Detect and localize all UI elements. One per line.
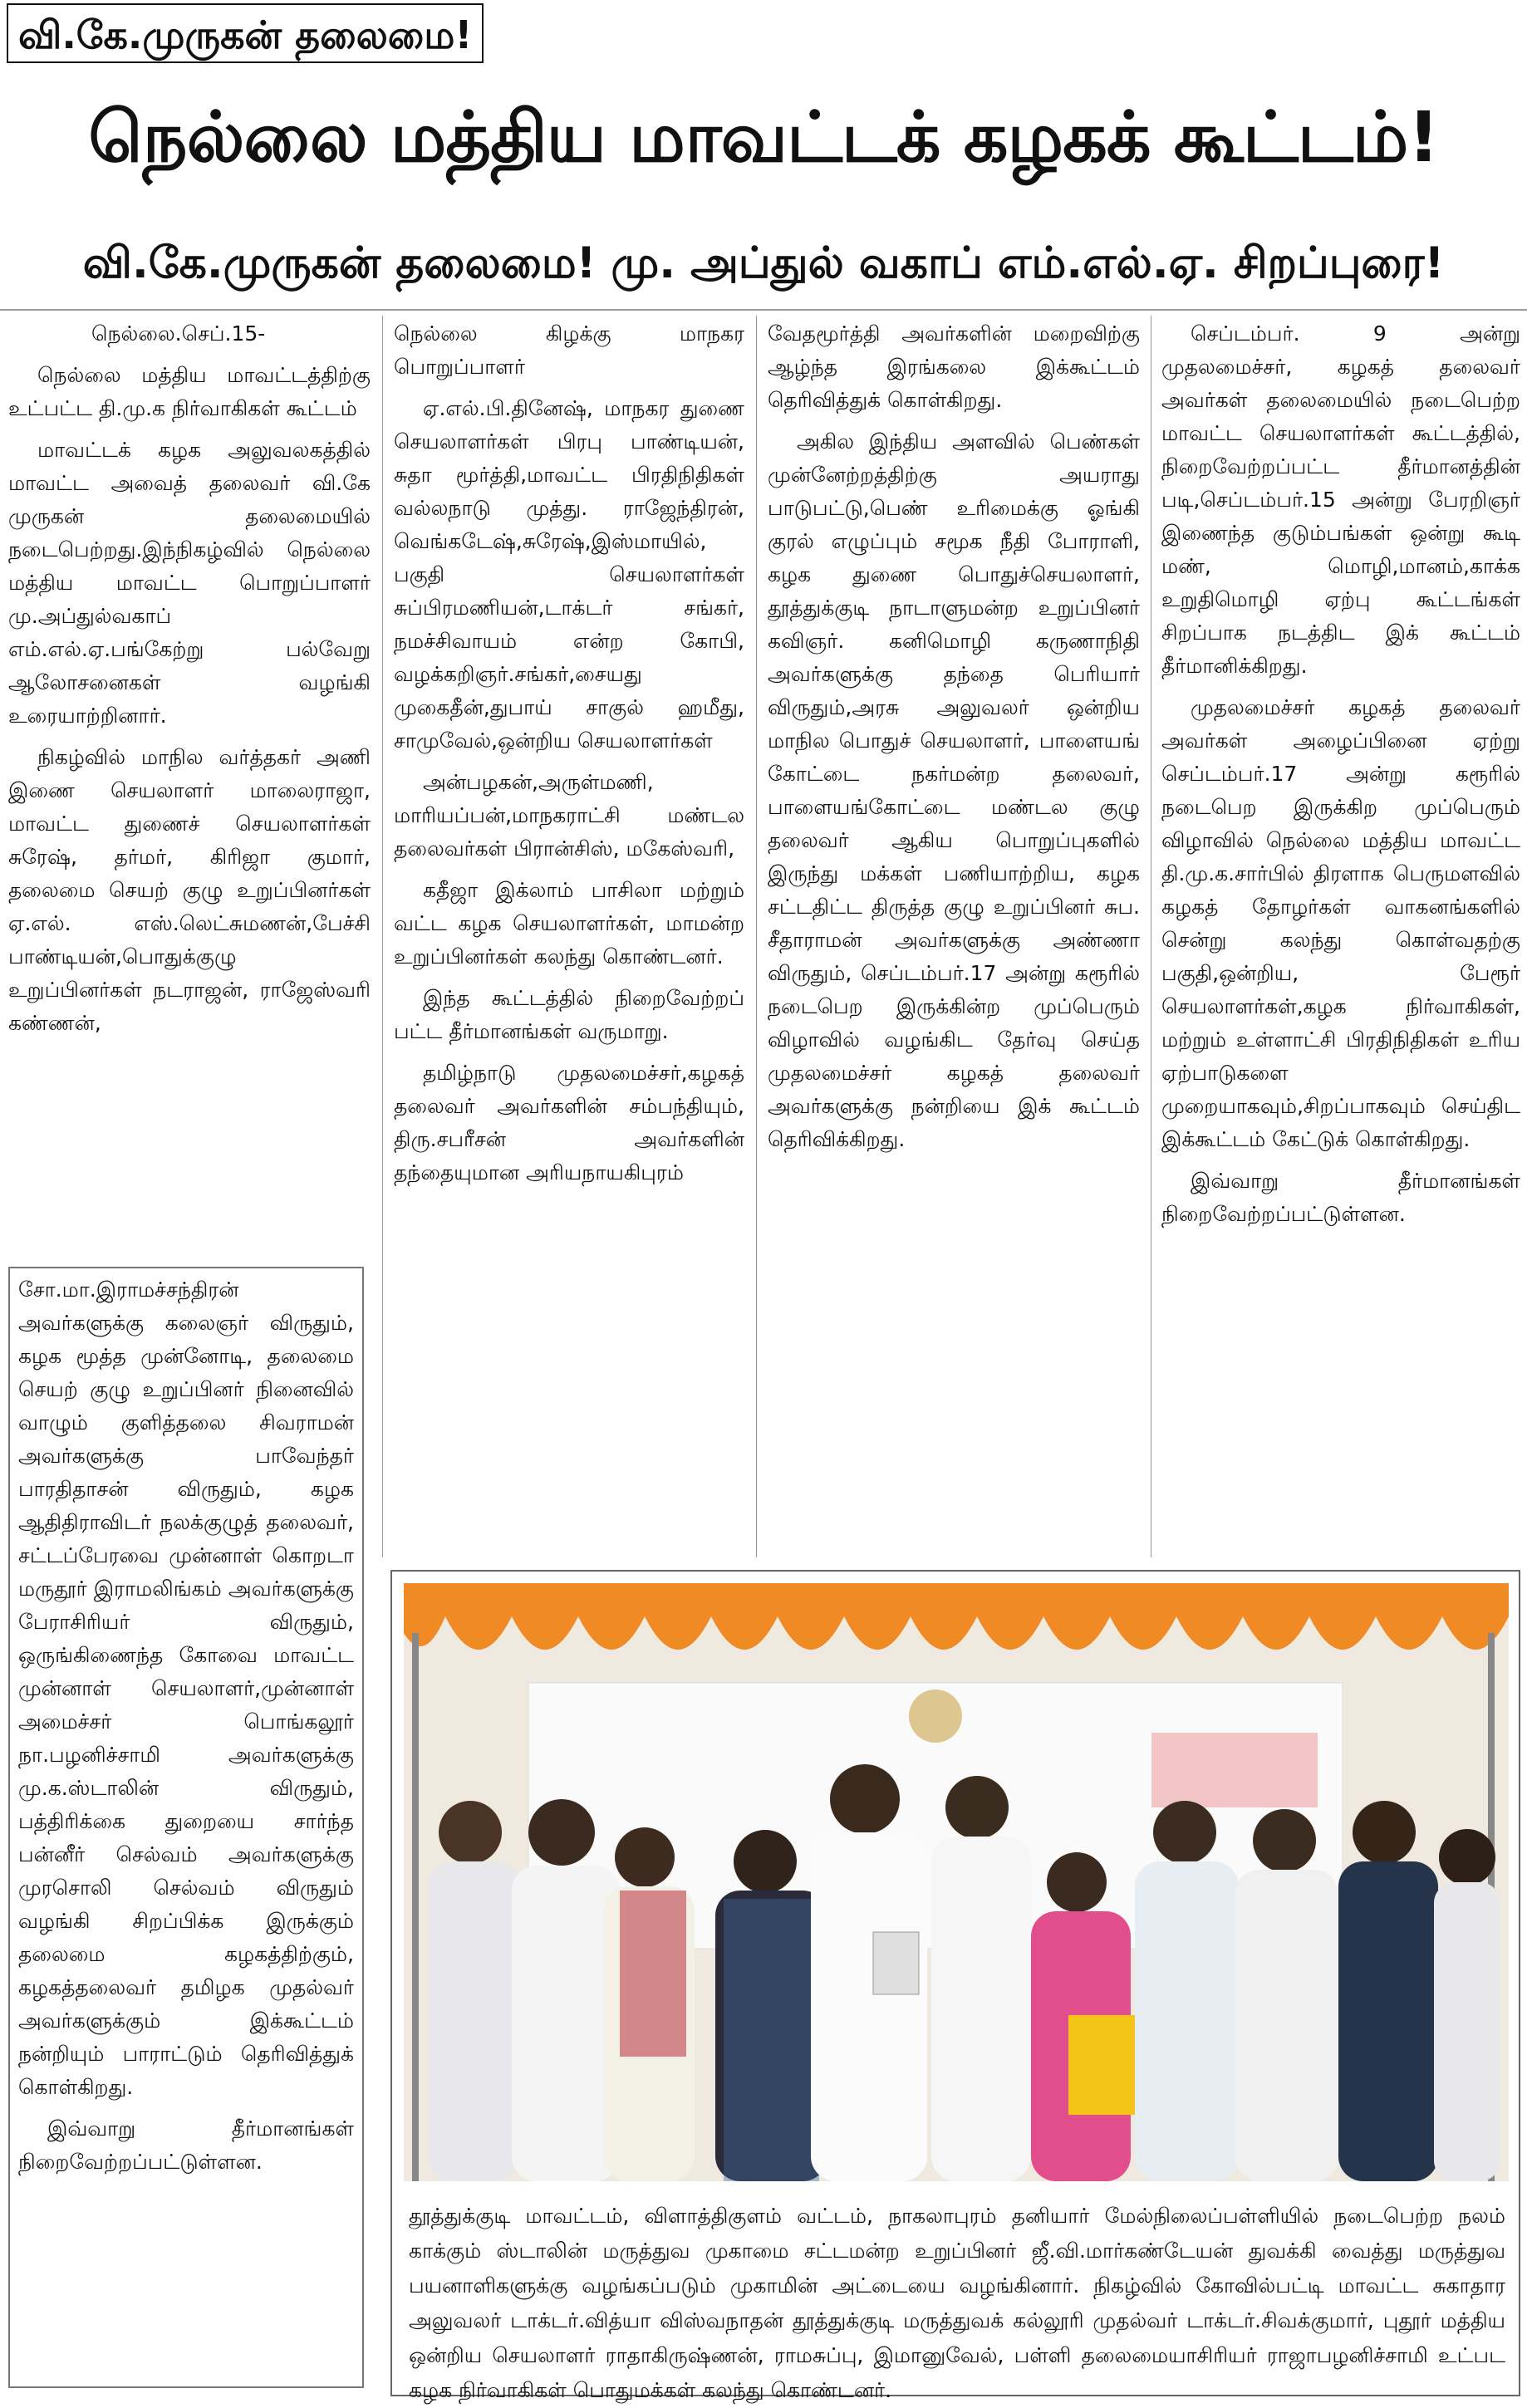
paragraph: வேதமூர்த்தி அவர்களின் மறைவிற்கு ஆழ்ந்த இரங்கலை இக்கூட்டம் தெரிவித்துக் கொள்கிறது. [768, 321, 1140, 412]
subhead: வி.கே.முருகன் தலைமை! மு. அப்துல் வகாப் எம்.எல்.ஏ. சிறப்புரை! [82, 238, 1445, 288]
article-column-2 [394, 317, 744, 1563]
article-column-4 [1161, 317, 1520, 1563]
paragraph: நெல்லை மத்திய மாவட்டத்திற்கு உட்பட்ட தி.மு.க நிர்வாகிகள் கூட்டம் [8, 363, 371, 420]
rule-top [0, 309, 1527, 311]
article-column-3 [768, 317, 1140, 1563]
headline: நெல்லை மத்திய மாவட்டக் கழகக் கூட்டம்! [88, 96, 1439, 178]
paragraph: நெல்லை கிழக்கு மாநகர பொறுப்பாளர் [394, 321, 744, 379]
paragraph: மாவட்டக் கழக அலுவலகத்தில் மாவட்ட அவைத் தலைவர் வி.கே முருகன் தலைமையில் நடைபெற்றது.இந்நிகழ்வில் நெல்லை மத்திய மாவட்ட பொறுப்பாளர் மு.அப்துல்வகாப் எம்.எல்.ஏ.பங்கேற்று பல்வேறு ஆலோசனைகள் வழங்கி உரையாற்றினார். [8, 438, 371, 728]
paragraph: முதலமைச்சர் கழகத் தலைவர் அவர்கள் அழைப்பினை ஏற்று செப்டம்பர்.17 அன்று கரூரில் நடைபெற இருக்கிற முப்பெரும் விழாவில் நெல்லை மத்திய மாவட்ட தி.மு.க.சார்பில் திரளாக பெருமளவில் கழகத் தோழர்கள் வாகனங்களில் சென்று கலந்து கொள்வதற்கு பகுதி,ஒன்றிய, பேரூர் செயலாளர்கள்,கழக நிர்வாகிகள், மற்றும் உள்ளாட்சி பிரதிநிதிகள் உரிய ஏற்பாடுகளை முறையாகவும்,சிறப்பாகவும் செய்திட இக்கூட்டம் கேட்டுக் கொள்கிறது. [1161, 695, 1520, 1151]
column-divider-1 [382, 316, 383, 1557]
column-divider-2 [756, 316, 757, 1557]
paragraph: சோ.மா.இராமச்சந்திரன் அவர்களுக்கு கலைஞர் விருதும், கழக மூத்த முன்னோடி, தலைமை செயற் குழு உறுப்பினர் நினைவில் வாழும் குளித்தலை சிவராமன் அவர்களுக்கு பாவேந்தர் பாரதிதாசன் விருதும், கழக ஆதிதிராவிடர் நலக்குழுத் தலைவர், சட்டப்பேரவை முன்னாள் கொறடா மருதூர் இராமலிங்கம் அவர்களுக்கு பேராசிரியர் விருதும், ஒருங்கிணைந்த கோவை மாவட்ட முன்னாள் செயலாளர்,முன்னாள் அமைச்சர் பொங்கலூர் நா.பழனிச்சாமி அவர்களுக்கு மு.க.ஸ்டாலின் விருதும், பத்திரிக்கை துறையை சார்ந்த பன்னீர் செல்வம் அவர்களுக்கு முரசொலி செல்வம் விருதும் வழங்கி சிறப்பிக்க இருக்கும் தலைமை கழகத்திற்கும், கழகத்தலைவர் தமிழக முதல்வர் அவர்களுக்கும் இக்கூட்டம் நன்றியும் பாராட்டும் தெரிவித்துக் கொள்கிறது. [18, 1278, 354, 2099]
paragraph: இவ்வாறு தீர்மானங்கள் நிறைவேற்றப்பட்டுள்ளன. [1161, 1169, 1520, 1226]
dateline: நெல்லை.செப்.15- [91, 321, 266, 346]
resolutions-box [8, 1267, 364, 2388]
event-photo [404, 1583, 1509, 2181]
paragraph: கதீஜா இக்லாம் பாசிலா மற்றும் வட்ட கழக செயலாளர்கள், மாமன்ற உறுப்பினர்கள் கலந்து கொண்டனர். [394, 878, 744, 969]
paragraph: ஏ.எல்.பி.தினேஷ், மாநகர துணை செயலாளர்கள் பிரபு பாண்டியன், சுதா மூர்த்தி,மாவட்ட பிரதிநிதிகள் வல்லநாடு முத்து. ராஜேந்திரன், வெங்கடேஷ்,சுரேஷ்,இஸ்மாயில், பகுதி செயலாளர்கள் சுப்பிரமணியன்,டாக்டர் சங்கர், நமச்சிவாயம் என்ற கோபி, வழக்கறிஞர்.சங்கர்,சையது முகைதீன்,துபாய் சாகுல் ஹமீது, சாமுவேல்,ஒன்றிய செயலாளர்கள் [394, 396, 744, 753]
photo-frame [390, 1570, 1520, 2402]
photo-caption: தூத்துக்குடி மாவட்டம், விளாத்திகுளம் வட்டம், நாகலாபுரம் தனியார் மேல்நிலைப்பள்ளியில் நடைபெற்ற நலம் காக்கும் ஸ்டாலின் மருத்துவ முகாமை சட்டமன்ற உறுப்பினர் ஜீ.வி.மார்கண்டேயன் துவக்கி வைத்து மருத்துவ பயனாளிகளுக்கு வழங்கப்படும் முகாமின் அட்டையை வழங்கினார். நிகழ்வில் கோவில்பட்டி மாவட்ட சுகாதார அலுவலர் டாக்டர்.வித்யா விஸ்வநாதன் தூத்துக்குடி மருத்துவக் கல்லூரி முதல்வர் டாக்டர்.சிவக்குமார், புதூர் மத்திய ஒன்றிய செயலாளர் ராதாகிருஷ்ணன், ராமசுப்பு, இமானுவேல், பள்ளி தலைமையாசிரியர் ராஜாபழனிச்சாமி உட்பட கழக நிர்வாகிகள் பொதுமக்கள் கலந்து கொண்டனர். [409, 2204, 1505, 2402]
paragraph: அகில இந்திய அளவில் பெண்கள் முன்னேற்றத்திற்கு அயராது பாடுபட்டு,பெண் உரிமைக்கு ஓங்கி குரல் எழுப்பும் சமூக நீதி போராளி, கழக துணை பொதுச்செயலாளர், தூத்துக்குடி நாடாளுமன்ற உறுப்பினர் கவிஞர். கனிமொழி கருணாநிதி அவர்களுக்கு தந்தை பெரியார் விருதும்,அரசு அலுவலர் ஒன்றிய மாநில பொதுச் செயலாளர், பாளையங் கோட்டை நகர்மன்ற தலைவர், பாளையங்கோட்டை மண்டல குழு தலைவர் ஆகிய பொறுப்புகளில் இருந்து மக்கள் பணியாற்றிய, கழக சட்டதிட்ட திருத்த குழு உறுப்பினர் சுப. சீதாராமன் அவர்களுக்கு அண்ணா விருதும், செப்டம்பர்.17 அன்று கரூரில் நடைபெற இருக்கின்ற முப்பெரும் விழாவில் வழங்கிட தேர்வு செய்த முதலமைச்சர் கழகத் தலைவர் அவர்களுக்கு நன்றியை இக் கூட்டம் தெரிவிக்கிறது. [768, 429, 1140, 1151]
paragraph: செப்டம்பர். 9 அன்று முதலமைச்சர், கழகத் தலைவர் அவர்கள் தலைமையில் நடைபெற்ற மாவட்ட செயலாளர்கள் கூட்டத்தில், நிறைவேற்றப்பட்ட தீர்மானத்தின் படி,செப்டம்பர்.15 அன்று பேரறிஞர் இணைந்த குடும்பங்கள் ஒன்று கூடி மண், மொழி,மானம்,காக்க உறுதிமொழி ஏற்பு கூட்டங்கள் சிறப்பாக நடத்திட இக் கூட்டம் தீர்மானிக்கிறது. [1161, 321, 1520, 678]
paragraph: இந்த கூட்டத்தில் நிறைவேற்றப் பட்ட தீர்மானங்கள் வருமாறு. [394, 986, 744, 1043]
kicker: வி.கே.முருகன் தலைமை! [7, 3, 484, 63]
article-column-1 [8, 317, 371, 1256]
paragraph: தமிழ்நாடு முதலமைச்சர்,கழகத் தலைவர் அவர்களின் சம்பந்தியும், திரு.சபரீசன் அவர்களின் தந்தையுமான அரியநாயகிபுரம் [394, 1061, 744, 1184]
paragraph: அன்பழகன்,அருள்மணி, மாரியப்பன்,மாநகராட்சி மண்டல தலைவர்கள் பிரான்சிஸ், மகேஸ்வரி, [394, 770, 744, 861]
paragraph: நிகழ்வில் மாநில வர்த்தகர் அணி இணை செயலாளர் மாலைராஜா, மாவட்ட துணைச் செயலாளர்கள் சுரேஷ், தர்மர், கிரிஜா குமார், தலைமை செயற் குழு உறுப்பினர்கள் ஏ.எல். எஸ்.லெட்சுமணன்,பேச்சி பாண்டியன்,பொதுக்குழு உறுப்பினர்கள் நடராஜன், ராஜேஸ்வரி கண்ணன், [8, 745, 371, 1035]
paragraph: இவ்வாறு தீர்மானங்கள் நிறைவேற்றப்பட்டுள்ளன. [18, 2116, 354, 2174]
